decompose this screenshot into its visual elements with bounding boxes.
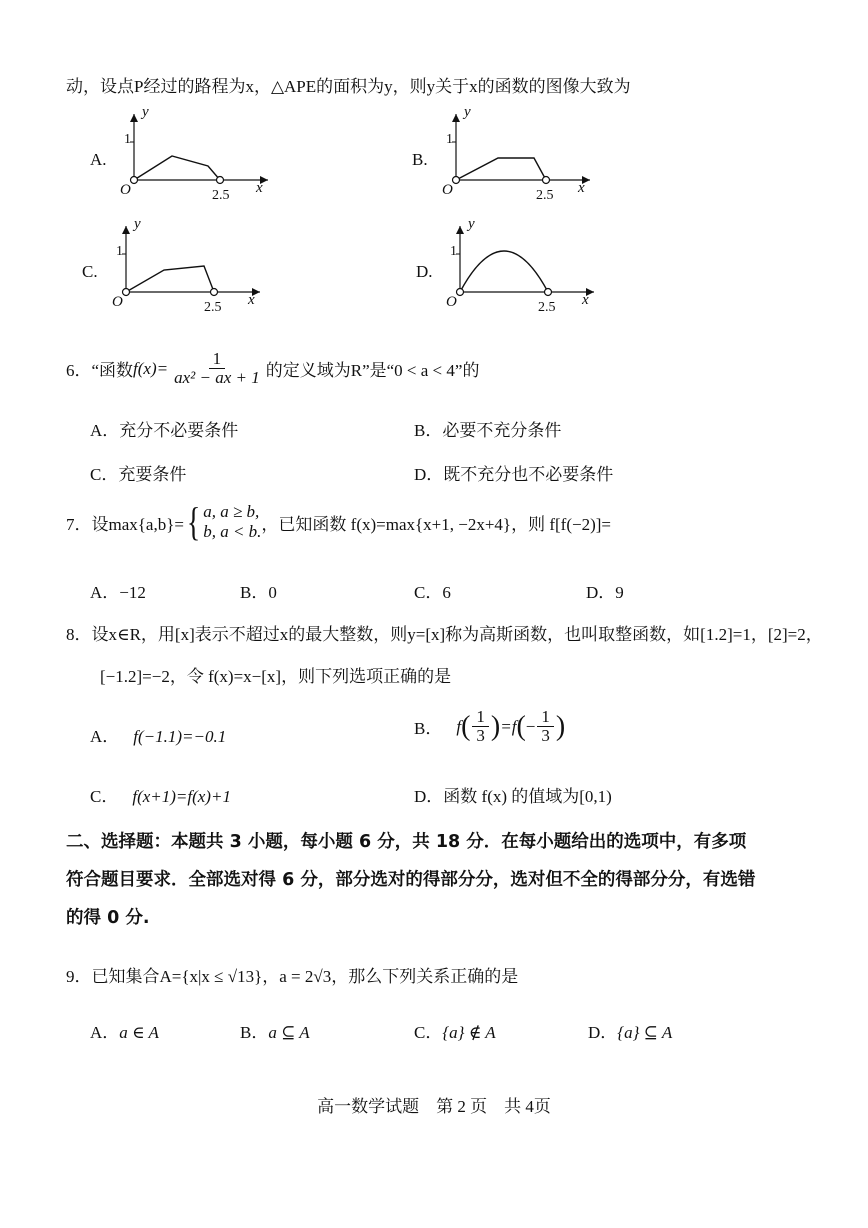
graph-a-xtick: 2.5: [212, 188, 230, 203]
q7-option-a[interactable]: [90, 578, 146, 603]
graph-a-xaxis-label: x: [256, 180, 263, 196]
option-label: A．: [90, 1023, 120, 1042]
q9-option-a[interactable]: [90, 1018, 159, 1043]
option-text: −12: [119, 583, 146, 602]
question-7-stem: [66, 499, 611, 544]
q9-option-d[interactable]: [588, 1018, 672, 1043]
q7-option-d[interactable]: [586, 578, 624, 603]
q7-case-2: b, a < b.: [203, 522, 262, 541]
graph-a-ytick: 1: [124, 132, 131, 147]
page-footer: 高一数学试题 第 2 页 共 4页: [317, 1097, 551, 1116]
question-8-line-1: 8．设x∈R，用[x]表示不超过x的最大整数，则y=[x]称为高斯函数，也叫取整函数，如[1.2]=1，[2]=2，: [66, 625, 823, 644]
option-func: f: [456, 716, 462, 736]
paren-open: (: [516, 710, 526, 742]
graph-d-xaxis-label: x: [582, 292, 589, 308]
graph-b-origin: O: [442, 182, 453, 198]
question-8-line-2: [−1.2]=−2，令 f(x)=x−[x]，则下列选项正确的是: [100, 667, 452, 686]
q8-b-frac-2: [537, 708, 554, 745]
question-5-stem: 动，设点P经过的路程为x，△APE的面积为y，则y关于x的函数的图像大致为: [66, 77, 631, 96]
graph-c-xaxis-label: x: [248, 292, 255, 308]
option-label: A．: [90, 583, 120, 602]
option-label: A．: [90, 727, 120, 746]
question-9-stem: 9．已知集合A={x|x ≤ √13}，a = 2√3，那么下列关系正确的是: [66, 967, 519, 986]
q8-b-frac-1: [472, 708, 489, 745]
q6-suffix: 的定义域为R”是“0 < a < 4”的: [265, 361, 480, 380]
graph-c-label: C.: [82, 262, 98, 281]
graph-b-xtick: 2.5: [536, 188, 554, 203]
option-text: a ⊆ A: [268, 1023, 310, 1042]
section-2-heading-line-2: 符合题目要求．全部选对得 6 分，部分选对的得部分分，选对但不全的得部分分，有选错: [66, 870, 756, 890]
option-text: 0: [268, 583, 277, 602]
option-label: D．: [586, 583, 616, 602]
option-text: f(−1.1)=−0.1: [133, 727, 227, 746]
paren-close: ): [555, 710, 566, 742]
graph-d-ytick: 1: [450, 244, 457, 259]
q6-frac-num: 1: [209, 350, 226, 369]
option-text: f(x+1)=f(x)+1: [132, 787, 231, 806]
graph-d-origin: O: [446, 294, 457, 310]
option-label: D．: [414, 787, 444, 806]
q6-option-c[interactable]: [90, 460, 186, 485]
option-label: D．: [588, 1023, 618, 1042]
frac-den: 3: [541, 726, 550, 745]
q6-func: f(x)=: [133, 358, 169, 378]
q7-suffix: ，已知函数 f(x)=max{x+1, −2x+4}，则 f[f(−2)]=: [261, 514, 611, 534]
option-label: C．: [414, 1023, 443, 1042]
option-text: a ∈ A: [119, 1023, 159, 1042]
question-6-stem: [66, 350, 479, 387]
q7-case-1: a, a ≥ b,: [203, 502, 260, 521]
q6-option-a[interactable]: [90, 416, 238, 441]
left-brace: {: [186, 499, 201, 544]
paren-open: (: [461, 710, 471, 742]
option-text: 9: [615, 583, 624, 602]
frac-num: 1: [537, 708, 554, 727]
q7-option-b[interactable]: [240, 578, 277, 603]
option-text: {a} ⊆ A: [617, 1023, 673, 1042]
q9-option-b[interactable]: [240, 1018, 310, 1043]
section-2-heading-line-1: 二、选择题：本题共 3 小题，每小题 6 分，共 18 分．在每小题给出的选项中，有多项: [66, 832, 747, 852]
q7-option-c[interactable]: [414, 578, 451, 603]
q8-option-d[interactable]: [414, 782, 612, 807]
option-mid: =f: [500, 716, 517, 736]
q6-frac-den: ax² − ax + 1: [174, 368, 260, 387]
option-text: 必要不充分条件: [442, 421, 562, 440]
q6-option-d[interactable]: [414, 460, 613, 485]
option-label: C．: [90, 465, 119, 484]
q8-option-c[interactable]: [90, 782, 231, 807]
q9-option-c[interactable]: [414, 1018, 496, 1043]
graph-b-yaxis-label: y: [464, 104, 471, 120]
q7-cases: [203, 502, 261, 542]
graph-b-xaxis-label: x: [578, 180, 585, 196]
option-text: 充要条件: [118, 465, 187, 484]
option-label: B．: [414, 421, 443, 440]
graph-b-ytick: 1: [446, 132, 453, 147]
q6-prefix: 6．“函数: [66, 361, 134, 380]
graph-c-yaxis-label: y: [134, 216, 141, 232]
graph-a: [108, 104, 278, 208]
option-text: 6: [442, 583, 451, 602]
graph-c-origin: O: [112, 294, 123, 310]
section-2-heading-line-3: 的得 0 分.: [66, 908, 150, 928]
option-label: B．: [240, 583, 269, 602]
option-label: B．: [414, 719, 443, 738]
graph-b-label: B.: [412, 150, 428, 169]
option-text: {a} ∉ A: [442, 1023, 496, 1042]
q7-prefix: 7．设max{a,b}=: [66, 514, 184, 534]
graph-a-yaxis-label: y: [142, 104, 149, 120]
option-label: C．: [414, 583, 443, 602]
frac-num: 1: [472, 708, 489, 727]
q8-option-b[interactable]: [414, 708, 565, 745]
graph-a-origin: O: [120, 182, 131, 198]
graph-c: [100, 216, 270, 320]
option-text: 函数 f(x) 的值域为[0,1): [443, 787, 612, 806]
frac-den: 3: [476, 726, 485, 745]
q6-option-b[interactable]: [414, 416, 561, 441]
q6-fraction: [170, 350, 264, 387]
graph-d-label: D.: [416, 262, 433, 281]
graph-d: [434, 216, 604, 320]
graph-d-xtick: 2.5: [538, 300, 556, 315]
option-label: C．: [90, 787, 119, 806]
paren-close: ): [490, 710, 501, 742]
graph-a-label: A.: [90, 150, 107, 169]
option-label: A．: [90, 421, 120, 440]
option-label: D．: [414, 465, 444, 484]
graph-c-xtick: 2.5: [204, 300, 222, 315]
graph-d-yaxis-label: y: [468, 216, 475, 232]
option-text: 既不充分也不必要条件: [443, 465, 614, 484]
minus-sign: −: [525, 716, 536, 736]
graph-c-ytick: 1: [116, 244, 123, 259]
q8-option-a[interactable]: [90, 722, 226, 747]
graph-b: [430, 104, 600, 208]
option-text: 充分不必要条件: [119, 421, 239, 440]
option-label: B．: [240, 1023, 269, 1042]
